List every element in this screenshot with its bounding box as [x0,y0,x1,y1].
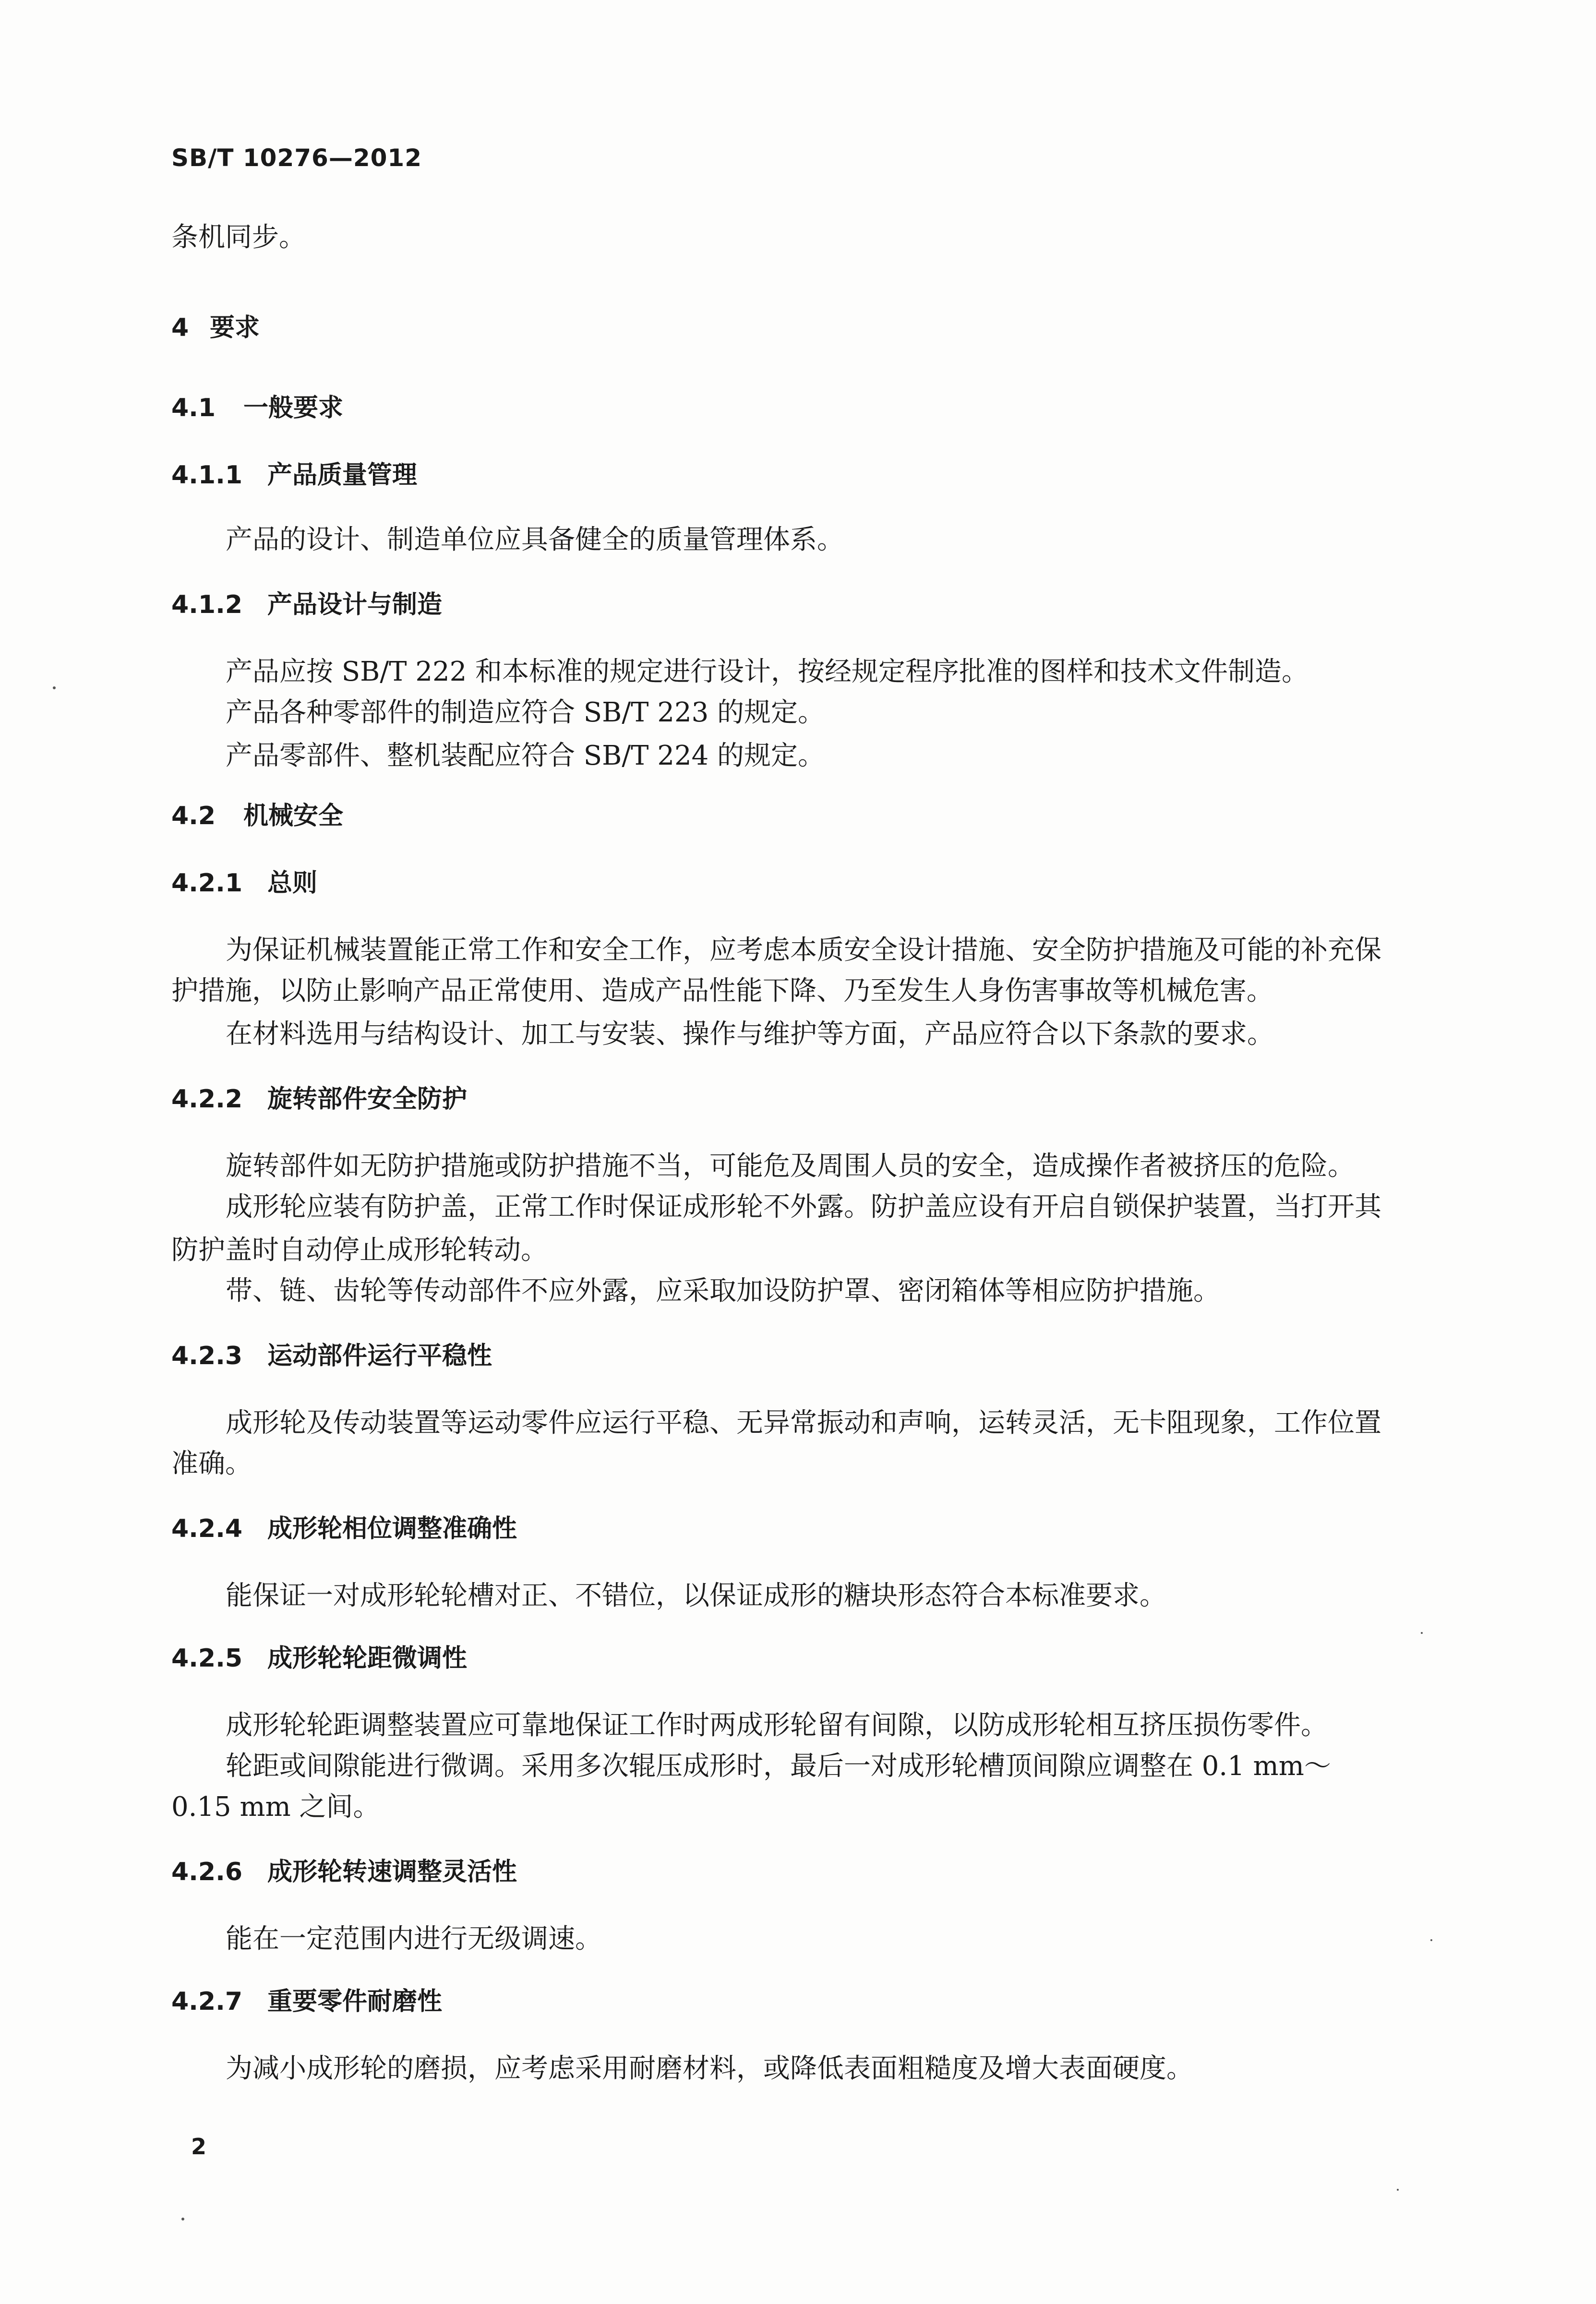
section-title: 成形轮转速调整灵活性 [267,1858,517,1886]
section-heading-4-1 [171,391,343,425]
paragraph: 带、链、齿轮等传动部件不应外露，应采取加设防护罩、密闭箱体等相应防护措施。 [226,1275,1220,1307]
section-title: 总则 [267,869,318,898]
section-number: 4.2.7 [171,1987,243,2016]
paragraph-continuation: 准确。 [171,1448,252,1479]
paragraph-continuation: 护措施，以防止影响产品正常使用、造成产品性能下降、乃至发生人身伤害事故等机械危害。 [171,975,1273,1007]
paragraph: 产品的设计、制造单位应具备健全的质量管理体系。 [226,524,844,555]
scan-speck [53,686,56,689]
paragraph: 产品应按 SB/T 222 和本标准的规定进行设计，按经规定程序批准的图样和技术文件制造。 [226,656,1309,687]
paragraph: 成形轮轮距调整装置应可靠地保证工作时两成形轮留有间隙，以防成形轮相互挤压损伤零件。 [226,1710,1328,1741]
section-number: 4.2.4 [171,1514,243,1543]
section-title: 旋转部件安全防护 [267,1085,468,1114]
section-number: 4.1.2 [171,590,243,619]
page-number: 2 [191,2134,207,2160]
section-heading-4-2 [171,799,343,833]
paragraph-continuation: 0.15 mm 之间。 [171,1791,380,1823]
scan-speck [1421,1632,1423,1634]
section-title: 成形轮相位调整准确性 [267,1514,517,1543]
paragraph: 产品零部件、整机装配应符合 SB/T 224 的规定。 [226,740,825,771]
section-heading-4-2-7 [171,1985,442,2018]
section-number: 4.1 [171,394,216,422]
scan-speck [181,2218,184,2220]
section-title: 运动部件运行平稳性 [267,1342,492,1370]
section-heading-4-2-1 [171,866,317,900]
section-number: 4.2.6 [171,1858,243,1886]
paragraph: 为减小成形轮的磨损，应考虑采用耐磨材料，或降低表面粗糙度及增大表面硬度。 [226,2053,1193,2084]
section-title: 产品设计与制造 [267,590,443,619]
section-title: 要求 [210,313,260,342]
section-heading-4-1-2 [171,588,442,622]
paragraph-continuation: 防护盖时自动停止成形轮转动。 [171,1235,548,1266]
section-heading-4-2-4 [171,1512,517,1546]
section-number: 4.1.1 [171,461,243,490]
section-number: 4.2.3 [171,1342,243,1370]
section-heading-4 [171,311,260,345]
paragraph: 为保证机械装置能正常工作和安全工作，应考虑本质安全设计措施、安全防护措施及可能的补充保 [226,935,1381,966]
section-heading-4-2-5 [171,1642,467,1675]
paragraph: 产品各种零部件的制造应符合 SB/T 223 的规定。 [226,697,825,728]
scan-speck [1430,1939,1432,1941]
section-number: 4.2.2 [171,1085,243,1114]
section-heading-4-2-2 [171,1082,467,1116]
section-heading-4-1-1 [171,458,417,492]
section-title: 一般要求 [243,394,344,422]
section-heading-4-2-6 [171,1855,517,1889]
section-title: 机械安全 [243,802,344,830]
paragraph: 能保证一对成形轮轮槽对正、不错位，以保证成形的糖块形态符合本标准要求。 [226,1580,1166,1611]
section-title: 成形轮轮距微调性 [267,1644,468,1673]
paragraph: 成形轮应装有防护盖，正常工作时保证成形轮不外露。防护盖应设有开启自锁保护装置，当打开其 [226,1191,1381,1223]
paragraph: 能在一定范围内进行无级调速。 [226,1923,602,1955]
scan-speck [1397,2189,1399,2191]
standard-number: SB/T 10276—2012 [171,144,422,172]
section-number: 4.2.1 [171,869,243,898]
section-number: 4 [171,313,189,342]
section-number: 4.2 [171,802,216,830]
section-number: 4.2.5 [171,1644,243,1673]
section-title: 产品质量管理 [267,461,418,490]
section-heading-4-2-3 [171,1339,492,1373]
paragraph: 成形轮及传动装置等运动零件应运行平稳、无异常振动和声响，运转灵活，无卡阻现象，工作位置 [226,1407,1381,1439]
section-title: 重要零件耐磨性 [267,1987,443,2016]
paragraph: 旋转部件如无防护措施或防护措施不当，可能危及周围人员的安全，造成操作者被挤压的危险。 [226,1151,1355,1182]
continuation-line: 条机同步。 [171,222,306,253]
paragraph: 在材料选用与结构设计、加工与安装、操作与维护等方面，产品应符合以下条款的要求。 [226,1019,1274,1050]
paragraph: 轮距或间隙能进行微调。采用多次辊压成形时，最后一对成形轮槽顶间隙应调整在 0.1 mm～ [226,1751,1331,1782]
